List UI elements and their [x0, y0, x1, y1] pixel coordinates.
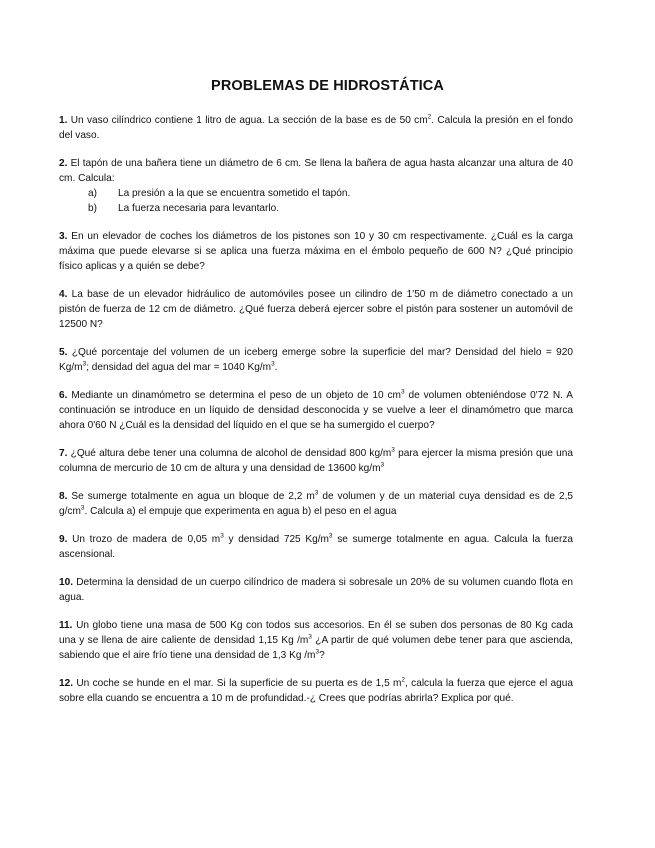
problem-item: [59, 388, 573, 433]
problem-text: ¿A partir de qué volumen debe tener para que ascienda, sabiendo que el aire frío tiene una densidad de 1,3 Kg /m: [59, 635, 573, 661]
superscript-exponent: 2: [427, 113, 432, 121]
problem-text: Un globo tiene una masa de 500 Kg con todos sus accesorios. En él se suben dos personas de 80 Kg cada una y se llena de aire caliente de densidad 1,15 Kg /m: [59, 620, 573, 646]
problem-number: 8.: [59, 491, 68, 502]
problem-text: El tapón de una bañera tiene un diámetro de 6 cm. Se llena la bañera de agua hasta alcanzar una altura de 40 cm. Calcula:: [59, 158, 573, 184]
problem-text: En un elevador de coches los diámetros de los pistones son 10 y 30 cm respectivamente. ¿Cuál es la carga máxima que puede elevarse si se aplica una fuerza máxima en el émbolo pequeño de 600 N? ¿Qué principio físico aplicas y a quién se debe?: [59, 231, 574, 272]
problem-text: , calcula la fuerza que ejerce el agua sobre ella cuando se encuentra a 10 m de profundidad.-¿ Crees que podrías abrirla? Explica por qué.: [59, 678, 573, 704]
problem-text: .: [274, 362, 278, 373]
problem-list: [59, 113, 573, 719]
problem-text: se sumerge totalmente en agua. Calcula la fuerza ascensional.: [59, 534, 573, 560]
superscript-exponent: 3: [380, 461, 385, 469]
problem-number: 5.: [59, 347, 68, 358]
problem-text: La base de un elevador hidráulico de automóviles posee un cilindro de 1'50 m de diámetro conectado a un pistón de fuerza de 12 cm de diámetro. ¿Qué fuerza deberá ejercer sobre el pistón para sostener un automóvil de 12500 N?: [59, 289, 573, 330]
problem-text: ¿Qué altura debe tener una columna de alcohol de densidad 800 kg/m: [70, 448, 392, 459]
subitem-list: [59, 186, 573, 216]
superscript-exponent: 3: [82, 360, 87, 368]
problem-text: de volumen y de un material cuya densidad es de 2,5 g/cm: [59, 491, 573, 517]
problem-item: [59, 676, 573, 706]
problem-text: y densidad 725 Kg/m: [223, 534, 329, 545]
problem-text: ¿Qué porcentaje del volumen de un iceberg emerge sobre la superficie del mar? Densidad del hielo = 920 Kg/m: [59, 347, 573, 373]
problem-item: [59, 575, 573, 605]
problem-number: 9.: [59, 534, 68, 545]
superscript-exponent: 3: [400, 388, 405, 396]
problem-item: [59, 345, 573, 375]
problem-number: 11.: [59, 620, 73, 631]
problem-text: . Calcula a) el empuje que experimenta en agua b) el peso en el agua: [84, 506, 397, 517]
superscript-exponent: 3: [220, 532, 224, 540]
problem-text: Se sumerge totalmente en agua un bloque de 2,2 m: [71, 491, 315, 502]
superscript-exponent: 3: [315, 648, 320, 656]
subitem-text: La presión a la que se encuentra sometido el tapón.: [118, 188, 351, 199]
superscript-exponent: 3: [80, 504, 85, 512]
problem-item: [59, 229, 573, 274]
subitem-letter: a): [88, 188, 97, 199]
problem-number: 10.: [59, 577, 74, 588]
superscript-exponent: 2: [401, 676, 406, 684]
superscript-exponent: 3: [314, 489, 319, 497]
problem-number: 6.: [59, 390, 68, 401]
problem-number: 3.: [59, 231, 68, 242]
superscript-exponent: 3: [328, 532, 333, 540]
problem-text: . Calcula la presión en el fondo del vaso.: [59, 115, 573, 141]
problem-item: [59, 618, 573, 663]
problem-text: ; densidad del agua del mar = 1040 Kg/m: [86, 362, 272, 373]
subitem: [59, 201, 573, 216]
problem-item: [59, 113, 573, 143]
problem-number: 4.: [59, 289, 68, 300]
problem-item: [59, 532, 573, 562]
problem-item: [59, 287, 573, 332]
subitem: [59, 186, 573, 201]
subitem-text: La fuerza necesaria para levantarlo.: [118, 203, 280, 214]
problem-text: ?: [319, 650, 325, 661]
problem-number: 2.: [59, 158, 68, 169]
problem-number: 1.: [59, 115, 68, 126]
problem-item: [59, 446, 573, 476]
superscript-exponent: 3: [271, 360, 275, 368]
problem-number: 12.: [59, 678, 74, 689]
problem-item: [59, 156, 573, 186]
problem-text: para ejercer la misma presión que una columna de mercurio de 10 cm de altura y una densidad de 13600 kg/m: [59, 448, 573, 474]
problem-text: Un vaso cilíndrico contiene 1 litro de agua. La sección de la base es de 50 cm: [70, 115, 428, 126]
subitem-letter: b): [88, 203, 97, 214]
superscript-exponent: 3: [391, 446, 395, 454]
problem-item: [59, 489, 573, 519]
problem-number: 7.: [59, 448, 68, 459]
problem-text: Determina la densidad de un cuerpo cilíndrico de madera si sobresale un 20% de su volumen cuando flota en agua.: [59, 577, 573, 603]
problem-text: de volumen obteniéndose 0'72 N. A continuación se introduce en un líquido de densidad desconocida y se vuelve a leer el dinamómetro que marca ahora 0'60 N ¿Cuál es la densidad del líquido en el que se ha sumergido el cuerpo?: [59, 390, 573, 431]
problem-text: Un coche se hunde en el mar. Si la superficie de su puerta es de 1,5 m: [76, 678, 402, 689]
superscript-exponent: 3: [308, 633, 312, 641]
problem-text: Un trozo de madera de 0,05 m: [72, 534, 221, 545]
page-title: PROBLEMAS DE HIDROSTÁTICA: [211, 78, 444, 94]
problem-text: Mediante un dinamómetro se determina el peso de un objeto de 10 cm: [71, 390, 401, 401]
